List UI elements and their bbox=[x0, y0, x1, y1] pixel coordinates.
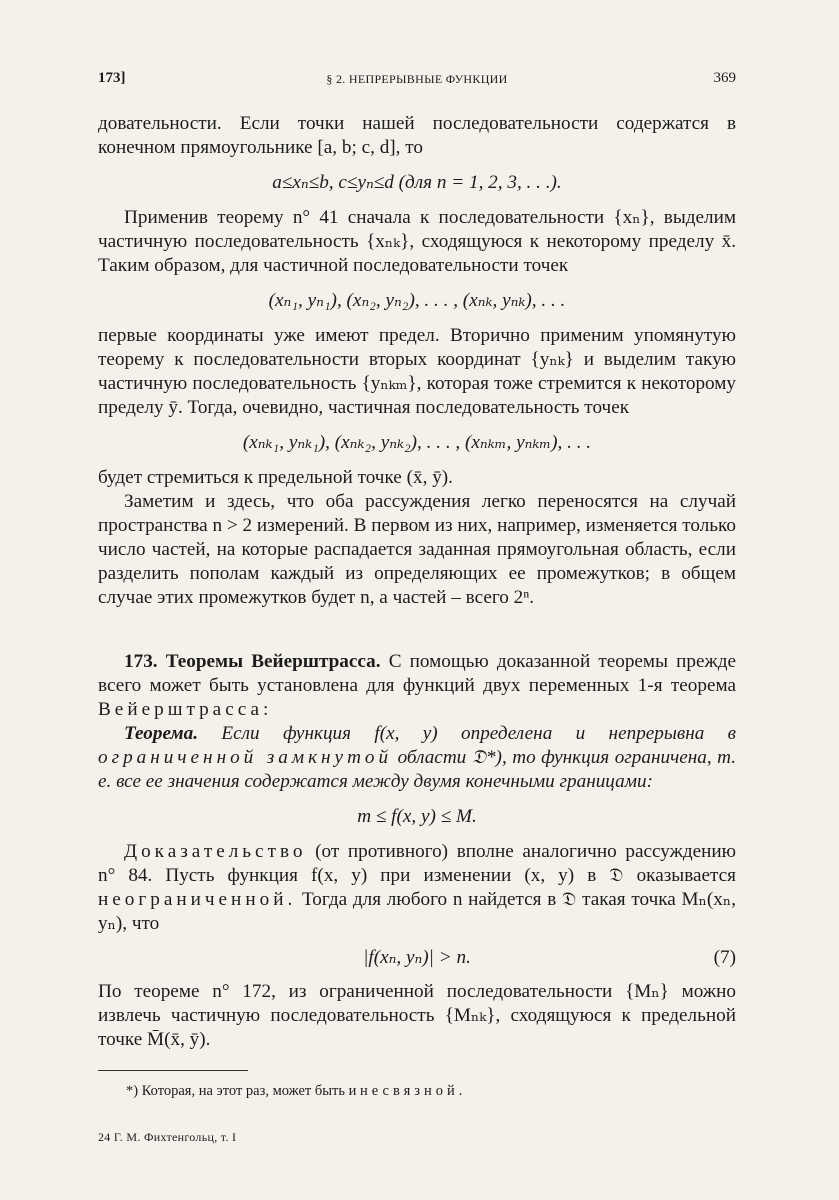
footnote-text: *) Которая, на этот раз, может быть и bbox=[126, 1083, 360, 1099]
formula-subsequence-1: (xₙ₁, yₙ₁), (xₙ₂, yₙ₂), . . . , (xₙₖ, yₙₖ), . . . bbox=[268, 290, 566, 311]
weierstrass-name: Вейерштрасса: bbox=[98, 699, 273, 720]
proof bbox=[98, 840, 736, 936]
page bbox=[98, 66, 736, 1103]
formula-7 bbox=[98, 946, 736, 970]
paragraph-last: По теореме n° 172, из ограниченной последовательности {Mₙ} можно извлечь частичную последовательность {Mₙₖ}, сходящуюся к предельной точке M̄(x̄, ȳ). bbox=[98, 981, 736, 1050]
footnote bbox=[126, 1079, 736, 1103]
proof-text-b: Тогда для любого n найдется в 𝔇 такая точка Mₙ(xₙ, yₙ), что bbox=[98, 889, 736, 934]
formula-subsequence-2: (xₙₖ₁, yₙₖ₁), (xₙₖ₂, yₙₖ₂), . . . , (xₙₖₘ, yₙₖₘ), . . . bbox=[242, 432, 592, 453]
running-head bbox=[98, 66, 736, 92]
footnote-rule bbox=[98, 1070, 248, 1071]
section-173 bbox=[98, 650, 736, 722]
proof-word: Доказательство bbox=[124, 841, 307, 862]
body-text bbox=[98, 112, 736, 1103]
theorem-text-b: области 𝔇*), то функция ограничена, т. е. все ее значения содержатся между двумя конечными границами: bbox=[98, 747, 737, 792]
page-number: 369 bbox=[713, 70, 736, 86]
proof-spaced: неограниченной. bbox=[98, 889, 297, 910]
theorem-text-a: Если функция f(x, y) определена и непрерывна в bbox=[198, 723, 736, 744]
theorem-spaced: ограниченной замкнутой bbox=[98, 747, 393, 768]
section-text: С помощью доказанной теоремы прежде всего может быть установлена для функций двух переменных 1-я теорема bbox=[98, 651, 736, 696]
footnote-spaced: несвязной. bbox=[359, 1083, 467, 1099]
imprint: 24 Г. М. Фихтенгольц, т. I bbox=[98, 1130, 237, 1144]
paragraph-2: Применив теорему n° 41 сначала к последовательности {xₙ}, выделим частичную последовательность {xₙₖ}, сходящуюся к некоторому пределу x̄. Таким образом, для частичной последовательности точек bbox=[98, 207, 736, 276]
section-number: 173] bbox=[98, 70, 126, 86]
theorem bbox=[98, 722, 736, 794]
formula-7-body: |f(xₙ, yₙ)| > n. bbox=[363, 947, 471, 968]
paragraph-4: будет стремиться к предельной точке (x̄, ȳ). bbox=[98, 467, 453, 488]
formula-bounded: m ≤ f(x, y) ≤ M. bbox=[357, 806, 477, 827]
chapter-title: § 2. НЕПРЕРЫВНЫЕ ФУНКЦИИ bbox=[326, 72, 508, 86]
equation-number: (7) bbox=[713, 947, 736, 968]
proof-text-a: (от противного) вполне аналогично рассуждению n° 84. Пусть функция f(x, y) при изменении (x, y) в 𝔇 оказывается bbox=[98, 841, 736, 886]
paragraph-1: довательности. Если точки нашей последовательности содержатся в конечном прямоугольнике [a, b; c, d], то bbox=[98, 113, 736, 158]
paragraph-3: первые координаты уже имеют предел. Вторично применим упомянутую теорему к последовательности вторых координат {yₙₖ} и выделим такую частичную последовательность {yₙₖₘ}, которая тоже стремится к некоторому пределу ȳ. Тогда, очевидно, частичная последовательность точек bbox=[98, 325, 736, 418]
theorem-label: Теорема. bbox=[124, 723, 199, 744]
paragraph-5: Заметим и здесь, что оба рассуждения легко переносятся на случай пространства n > 2 измерений. В первом из них, например, изменяется только число частей, на которые распадается заданная прямоугольная область, если разделить пополам каждый из определяющих ее промежутков; в общем случае этих промежутков будет n, а частей – всего 2ⁿ. bbox=[98, 491, 736, 608]
formula-bounds: a≤xₙ≤b, c≤yₙ≤d (для n = 1, 2, 3, . . .). bbox=[272, 172, 562, 193]
section-heading: 173. Теоремы Вейерштрасса. bbox=[124, 651, 381, 672]
